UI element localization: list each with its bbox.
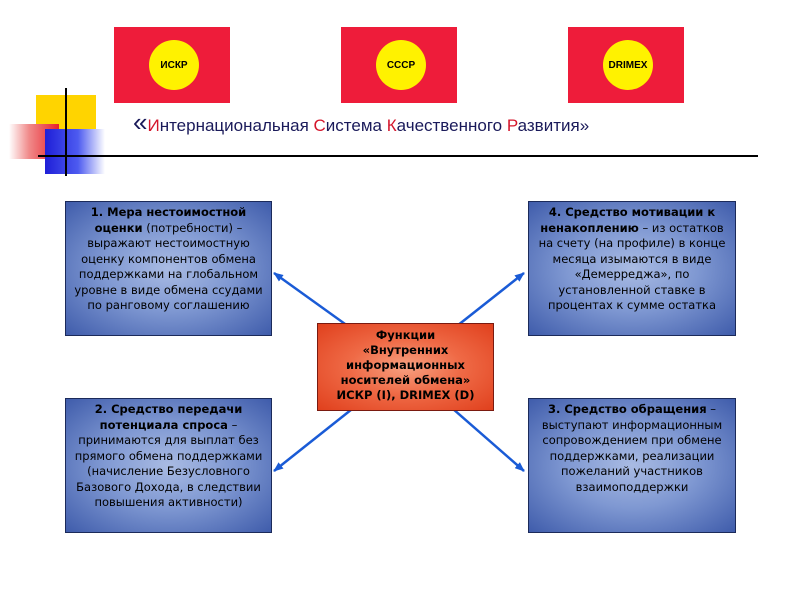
center-line-1: Функции — [375, 328, 436, 342]
title-word-4: азвития — [517, 116, 580, 135]
title-open-quote: « — [133, 107, 148, 137]
box-1-heading: 1. Мера нестоимостной оценки — [90, 205, 247, 235]
function-box-3 — [528, 398, 736, 533]
function-box-1 — [65, 201, 272, 336]
center-line-5: ИСКР (I), DRIMEX (D) — [336, 388, 475, 402]
flag-iskr-label: ИСКР — [160, 59, 188, 71]
function-box-2 — [65, 398, 272, 533]
flag-sssr-label: СССР — [386, 59, 416, 71]
center-line-3: информационных — [346, 358, 465, 372]
box-3-text: – выступают информационным сопровождением при обмене поддержками, реализации пожеланий участников взаимоподдержки — [541, 402, 723, 494]
box-1-text: (потребности) – выражают нестоимостную оценку компонентов обмена поддержками на глобальном уровне в виде обмена ссудами по ранговому соглашению — [74, 220, 263, 312]
flag-drimex-label: DRIMEX — [608, 59, 648, 71]
title-close-quote: » — [579, 116, 590, 135]
title-initial-1: И — [147, 116, 160, 135]
title-word-3: ачественного — [396, 116, 507, 135]
title-initial-3: К — [386, 116, 397, 135]
box-2-heading: 2. Средство передачи потенциала спроса — [94, 402, 243, 432]
box-4-text: – из остатков на счету (на профиле) в конце месяца изымаются в виде «Демерреджа», по установленной ставке в процентах к сумме остатка — [538, 220, 726, 312]
box-2-text: – принимаются для выплат без прямого обмена поддержками (начисление Безусловного Базового Дохода, в следствии повышения активности) — [74, 417, 263, 509]
title-word-2: истема — [325, 116, 387, 135]
title-word-1: нтернациональная — [159, 116, 314, 135]
title-initial-4: Р — [506, 116, 518, 135]
box-4-heading: 4. Средство мотивации к ненакоплению — [540, 205, 716, 235]
box-3-heading: 3. Средство обращения — [547, 402, 707, 416]
center-functions-box — [317, 323, 494, 411]
center-line-4: носителей обмена» — [340, 373, 471, 387]
function-box-4 — [528, 201, 736, 336]
title-initial-2: С — [313, 116, 326, 135]
center-line-2: «Внутренних — [362, 343, 449, 357]
